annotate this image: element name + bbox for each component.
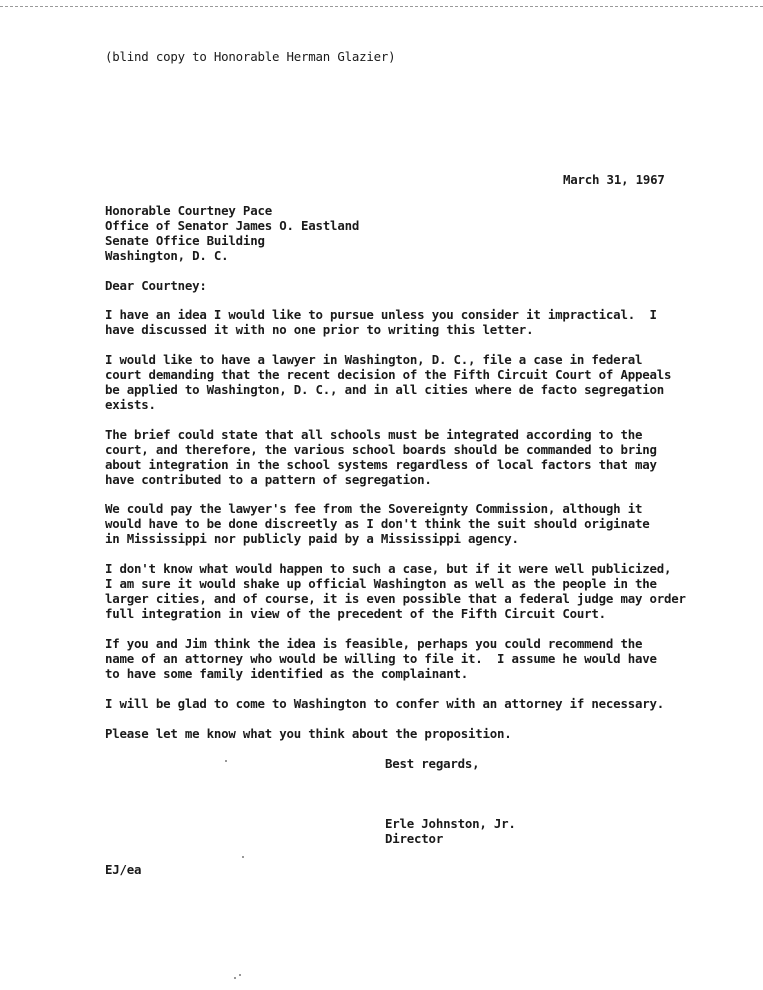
body-line: to have some family identified as the complainant. — [105, 666, 468, 681]
recipient-line: Honorable Courtney Pace — [105, 203, 272, 218]
body-line: larger cities, and of course, it is even possible that a federal judge may order — [105, 591, 686, 606]
scan-speck — [225, 760, 227, 762]
scan-speck — [239, 974, 241, 976]
body-line: about integration in the school systems regardless of local factors that may — [105, 457, 657, 472]
body-line: in Mississippi nor publicly paid by a Mississippi agency. — [105, 531, 519, 546]
body-line: have discussed it with no one prior to writing this letter. — [105, 322, 534, 337]
complimentary-close: Best regards, — [385, 756, 480, 771]
page-top-edge — [0, 0, 763, 7]
body-line: I will be glad to come to Washington to confer with an attorney if necessary. — [105, 696, 665, 711]
body-line: exists. — [105, 397, 156, 412]
body-line: The brief could state that all schools must be integrated according to the — [105, 427, 643, 442]
body-line: court demanding that the recent decision of the Fifth Circuit Court of Appeals — [105, 367, 672, 382]
scan-speck — [242, 856, 244, 858]
body-line: We could pay the lawyer's fee from the Sovereignty Commission, although it — [105, 501, 643, 516]
recipient-line: Washington, D. C. — [105, 248, 229, 263]
body-line: If you and Jim think the idea is feasible, perhaps you could recommend the — [105, 636, 643, 651]
recipient-line: Senate Office Building — [105, 233, 265, 248]
letter-date: March 31, 1967 — [563, 172, 665, 187]
scan-speck — [234, 977, 236, 979]
body-line: full integration in view of the precedent of the Fifth Circuit Court. — [105, 606, 606, 621]
body-line: Please let me know what you think about the proposition. — [105, 726, 512, 741]
signer-title: Director — [385, 831, 444, 846]
body-line: court, and therefore, the various school boards should be commanded to bring — [105, 442, 657, 457]
body-line: I would like to have a lawyer in Washington, D. C., file a case in federal — [105, 352, 643, 367]
body-line: I am sure it would shake up official Washington as well as the people in the — [105, 576, 657, 591]
body-line: have contributed to a pattern of segregation. — [105, 472, 432, 487]
body-line: I have an idea I would like to pursue unless you consider it impractical. I — [105, 307, 657, 322]
body-line: I don't know what would happen to such a case, but if it were well publicized, — [105, 561, 672, 576]
salutation: Dear Courtney: — [105, 278, 207, 293]
body-line: would have to be done discreetly as I don't think the suit should originate — [105, 516, 650, 531]
body-line: name of an attorney who would be willing to file it. I assume he would have — [105, 651, 657, 666]
reference-initials: EJ/ea — [105, 862, 142, 877]
recipient-line: Office of Senator James O. Eastland — [105, 218, 360, 233]
blind-copy-note: (blind copy to Honorable Herman Glazier) — [105, 49, 396, 64]
body-line: be applied to Washington, D. C., and in all cities where de facto segregation — [105, 382, 665, 397]
signer-name: Erle Johnston, Jr. — [385, 816, 516, 831]
